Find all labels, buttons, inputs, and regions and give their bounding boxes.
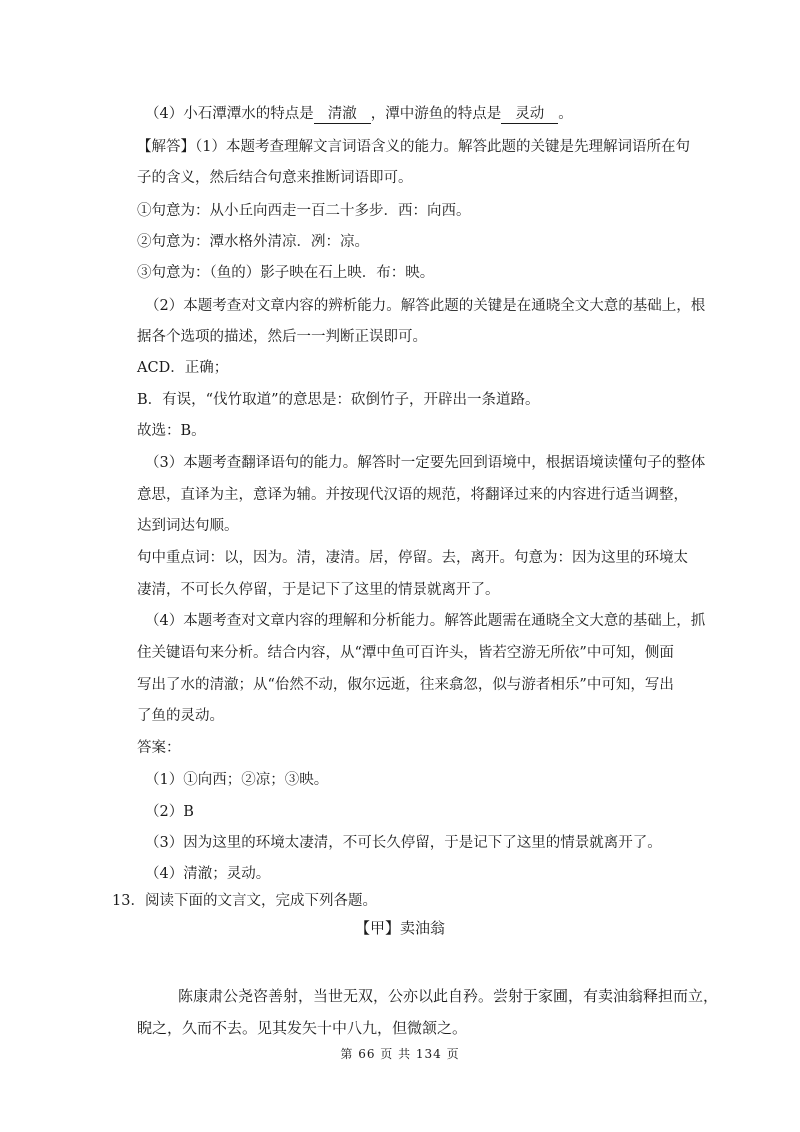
answer-heading: 答案： (137, 740, 181, 756)
solution-line-10: 故选：B。 (137, 423, 206, 439)
solution-line-17: 住关键语句来分析。结合内容，从“潭中鱼可百许头，皆若空游无所依”中可知，侧面 (137, 645, 674, 661)
solution-line-18: 写出了水的清澈；从“佁然不动，俶尔远逝，往来翕忽，似与游者相乐”中可知，写出 (137, 677, 674, 693)
question-13: 13．阅读下面的文言文，完成下列各题。 (112, 893, 377, 909)
answer-1: （1）①向西；②凉；③映。 (145, 772, 329, 788)
solution-line-15: 凄清，不可长久停留，于是记下了这里的情景就离开了。 (137, 582, 500, 598)
question-4-line (145, 104, 573, 124)
solution-line-3: ①句意为：从小丘向西走一百二十多步．西：向西。 (137, 203, 471, 219)
solution-line-9: B．有误，“伐竹取道”的意思是：砍倒竹子，开辟出一条道路。 (137, 392, 540, 408)
answer-3: （3）因为这里的环境太凄清，不可长久停留，于是记下了这里的情景就离开了。 (145, 835, 662, 851)
answer-4: （4）清澈；灵动。 (145, 866, 271, 882)
solution-line-12: 意思，直译为主，意译为辅。并按现代汉语的规范，将翻译过来的内容进行适当调整， (137, 487, 688, 503)
q4-prefix: （4）小石潭潭水的特点是 (145, 106, 314, 122)
q4-suffix: 。 (558, 106, 573, 122)
solution-line-19: 了鱼的灵动。 (137, 708, 224, 724)
solution-line-4: ②句意为：潭水格外清凉．冽：凉。 (137, 234, 369, 250)
solution-line-13: 达到词达句顺。 (137, 518, 239, 534)
solution-line-6: （2）本题考查对文章内容的辨析能力。解答此题的关键是在通晓全文大意的基础上，根 (145, 298, 706, 314)
solution-line-11: （3）本题考查翻译语句的能力。解答时一定要先回到语境中，根据语境读懂句子的整体 (145, 455, 706, 471)
solution-line-14: 句中重点词：以，因为。清，凄清。居，停留。去，离开。句意为：因为这里的环境太 (137, 550, 688, 566)
section-title: 【甲】卖油翁 (354, 919, 445, 937)
answer-blank-2: 灵动 (501, 105, 558, 124)
solution-line-5: ③句意为：（鱼的）影子映在石上映．布：映。 (137, 265, 435, 281)
solution-line-8: ACD．正确； (137, 360, 229, 376)
answer-blank-1: 清澈 (314, 105, 371, 124)
solution-line-1: 【解答】（1）本题考查理解文言词语含义的能力。解答此题的关键是先理解词语所在句 (137, 139, 690, 155)
passage-line-2: 睨之，久而不去。见其发矢十中八九，但微颔之。 (137, 1019, 468, 1037)
solution-line-7: 据各个选项的描述，然后一一判断正误即可。 (137, 329, 427, 345)
solution-line-16: （4）本题考查对文章内容的理解和分析能力。解答此题需在通晓全文大意的基础上，抓 (145, 613, 706, 629)
page-footer: 第 66 页 共 134 页 (340, 1047, 460, 1061)
answer-2: （2）B (145, 804, 194, 820)
solution-line-2: 子的含义，然后结合句意来推断词语即可。 (137, 170, 413, 186)
q4-middle: ，潭中游鱼的特点是 (370, 106, 502, 122)
passage-line-1: 陈康肃公尧咨善射，当世无双，公亦以此自矜。尝射于家圃，有卖油翁释担而立， (178, 987, 719, 1005)
